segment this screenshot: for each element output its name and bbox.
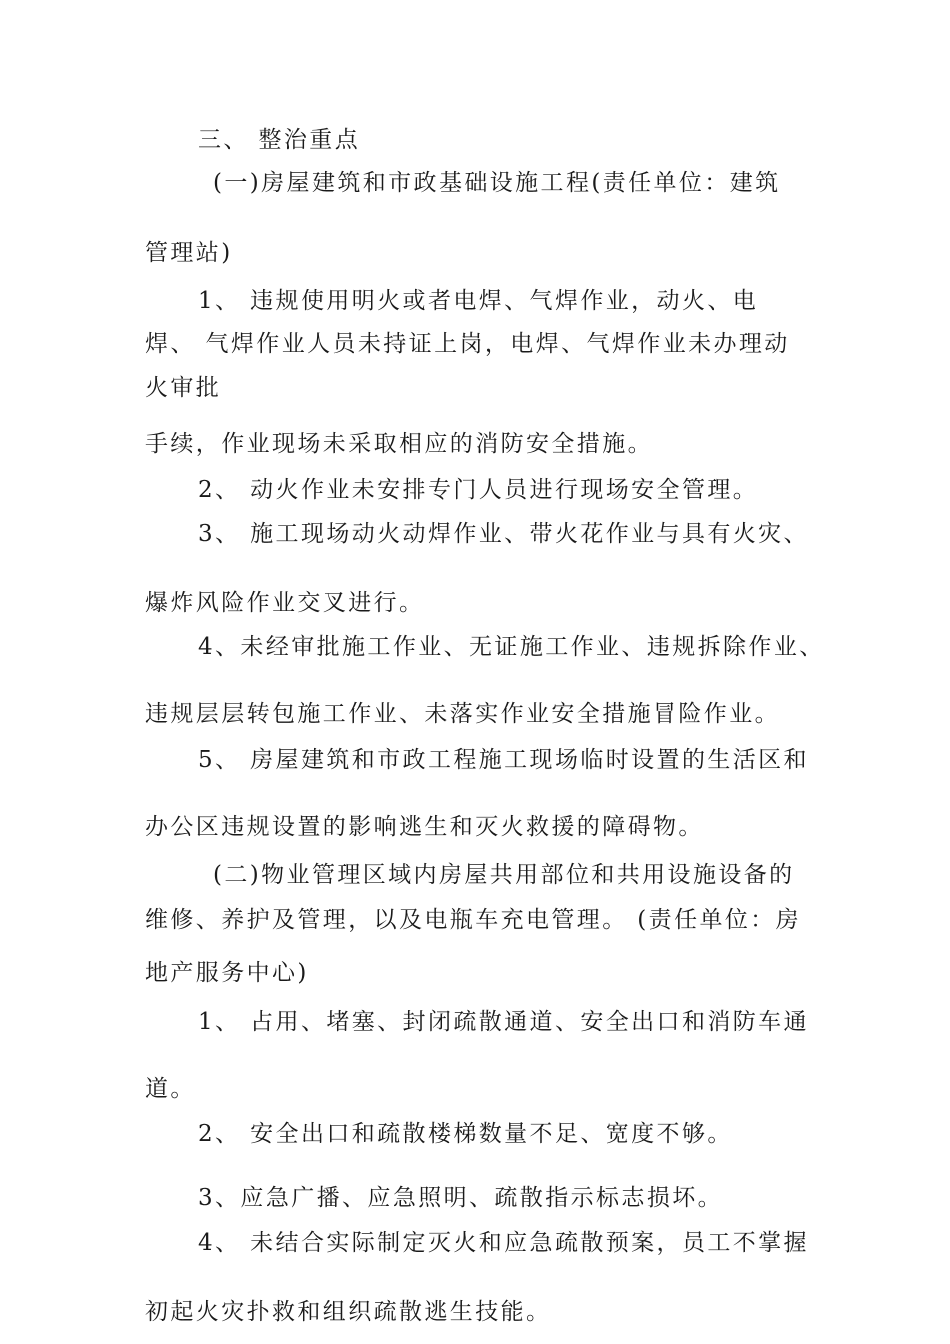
part2-item1-line1: 1、 占用、堵塞、封闭疏散通道、安全出口和消防车通: [198, 1009, 809, 1035]
part2-item4-line2: 初起火灾扑救和组织疏散逃生技能。: [145, 1299, 552, 1325]
section-heading: 三、 整治重点: [198, 127, 361, 153]
part1-item3-line1: 3、 施工现场动火动焊作业、带火花作业与具有火灾、: [198, 521, 809, 547]
part1-item3-line2: 爆炸风险作业交叉进行。: [145, 590, 425, 616]
part2-item4-line1: 4、 未结合实际制定灭火和应急疏散预案，员工不掌握: [198, 1230, 809, 1256]
part1-item1-line2: 焊、 气焊作业人员未持证上岗，电焊、气焊作业未办理动: [145, 331, 790, 357]
part1-title-line2: 管理站): [145, 240, 233, 266]
part2-title-line3: 地产服务中心): [145, 960, 309, 986]
part1-item4-line1: 4、未经审批施工作业、无证施工作业、违规拆除作业、: [198, 634, 825, 660]
part1-item5-line1: 5、 房屋建筑和市政工程施工现场临时设置的生活区和: [198, 747, 809, 773]
part1-item1-line1: 1、 违规使用明火或者电焊、气焊作业，动火、电: [198, 288, 759, 314]
part2-title-line1: (二)物业管理区域内房屋共用部位和共用设施设备的: [213, 862, 795, 888]
part2-item3: 3、应急广播、应急照明、疏散指示标志损坏。: [198, 1185, 724, 1211]
part1-item5-line2: 办公区违规设置的影响逃生和灭火救援的障碍物。: [145, 814, 704, 840]
part2-item1-line2: 道。: [145, 1076, 196, 1102]
part1-item1-line3: 火审批: [145, 375, 222, 401]
part2-item2: 2、 安全出口和疏散楼梯数量不足、宽度不够。: [198, 1121, 733, 1147]
part1-item1-line4: 手续，作业现场未采取相应的消防安全措施。: [145, 431, 653, 457]
part2-title-line2: 维修、养护及管理，以及电瓶车充电管理。 (责任单位：房: [145, 907, 802, 933]
part1-title-line1: (一)房屋建筑和市政基础设施工程(责任单位：建筑: [213, 170, 781, 196]
part1-item4-line2: 违规层层转包施工作业、未落实作业安全措施冒险作业。: [145, 701, 780, 727]
part1-item2: 2、 动火作业未安排专门人员进行现场安全管理。: [198, 477, 759, 503]
